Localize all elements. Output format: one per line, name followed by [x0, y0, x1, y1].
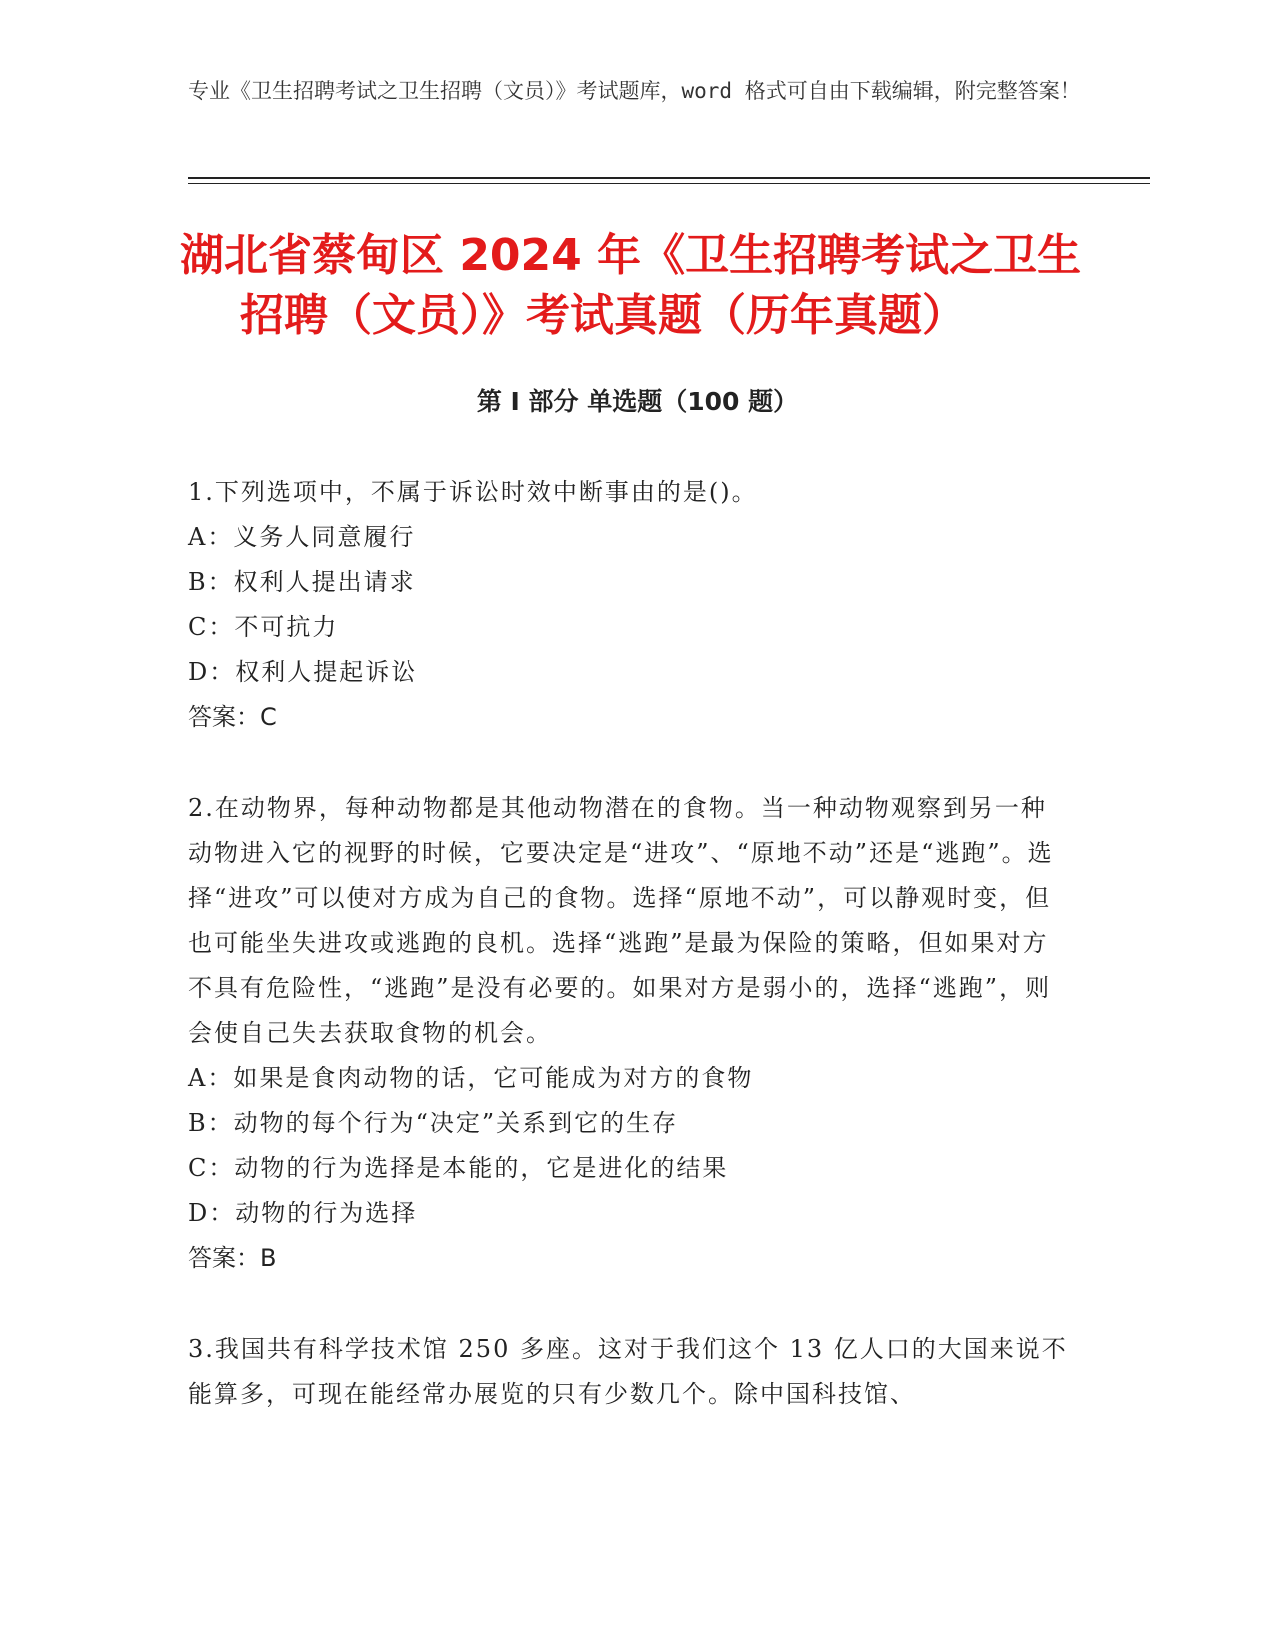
document-title	[180, 226, 1120, 346]
option-b: B：权利人提出请求	[188, 568, 416, 596]
option-c: C：动物的行为选择是本能的，它是进化的结果	[188, 1154, 729, 1182]
option-a: A：如果是食肉动物的话，它可能成为对方的食物	[188, 1064, 754, 1092]
answer: 答案：C	[188, 703, 277, 731]
header-divider-thick	[188, 177, 1150, 179]
option-d: D：权利人提起诉讼	[188, 658, 418, 686]
section-heading: 第 I 部分 单选题（100 题）	[476, 387, 799, 416]
question-2	[188, 786, 1068, 1281]
question-3	[188, 1327, 1068, 1417]
document-title-line-1: 湖北省蔡甸区 2024 年《卫生招聘考试之卫生	[180, 230, 1082, 281]
question-list	[188, 470, 1068, 1463]
document-title-line-2: 招聘（文员）》考试真题（历年真题）	[240, 290, 966, 341]
question-stem: 2.在动物界，每种动物都是其他动物潜在的食物。当一种动物观察到另一种动物进入它的视野的时候，它要决定是“进攻”、“原地不动”还是“逃跑”。选择“进攻”可以使对方成为自己的食物。选择“原地不动”，可以静观时变，但也可能坐失进攻或逃跑的良机。选择“逃跑”是最为保险的策略，但如果对方不具有危险性，“逃跑”是没有必要的。如果对方是弱小的，选择“逃跑”，则会使自己失去获取食物的机会。	[188, 794, 1054, 1047]
option-d: D：动物的行为选择	[188, 1199, 418, 1227]
question-1	[188, 470, 1068, 740]
question-stem: 3.我国共有科学技术馆 250 多座。这对于我们这个 13 亿人口的大国来说不能算多，可现在能经常办展览的只有少数几个。除中国科技馆、	[188, 1335, 1068, 1408]
answer: 答案：B	[188, 1244, 277, 1272]
header-note: 专业《卫生招聘考试之卫生招聘（文员）》考试题库，word 格式可自由下载编辑，附完整答案！	[188, 79, 1081, 103]
option-a: A：义务人同意履行	[188, 523, 416, 551]
question-stem: 1.下列选项中，不属于诉讼时效中断事由的是()。	[188, 478, 758, 506]
option-b: B：动物的每个行为“决定”关系到它的生存	[188, 1109, 679, 1137]
option-c: C：不可抗力	[188, 613, 339, 641]
header-divider-thin	[188, 183, 1150, 184]
